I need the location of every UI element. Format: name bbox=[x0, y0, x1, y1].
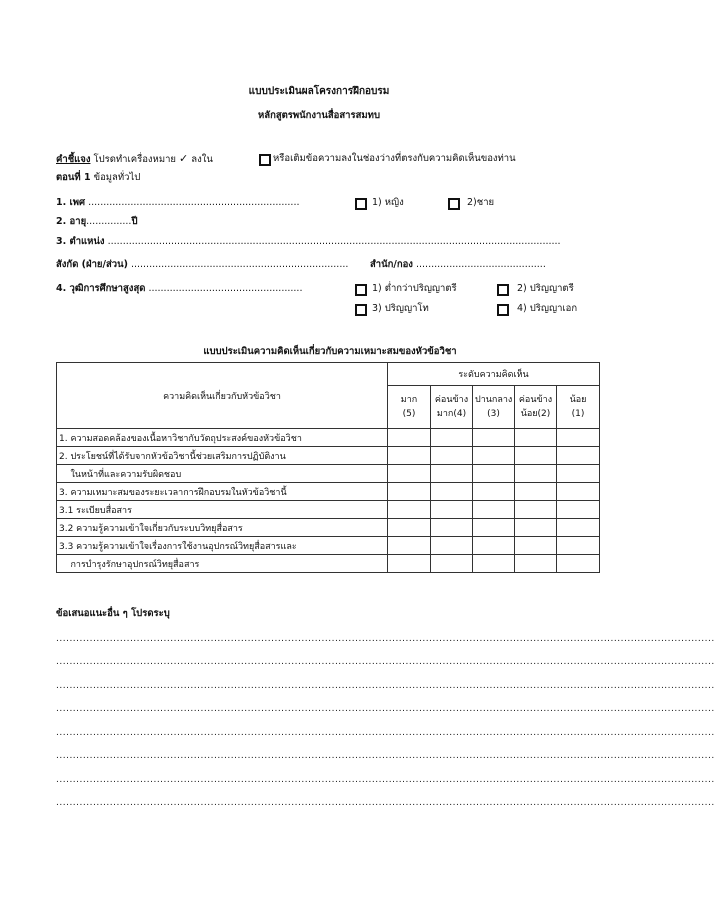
rating-cell[interactable] bbox=[431, 465, 473, 483]
table-level-header: ระดับความคิดเห็น bbox=[388, 363, 600, 386]
position-dots[interactable]: ...................................................................................................................................................... bbox=[107, 236, 561, 247]
rating-cell[interactable] bbox=[388, 429, 431, 447]
row-label: 3. ความเหมาะสมของระยะเวลาการฝึกอบรมในหัวข้อวิชานี้ bbox=[57, 483, 388, 501]
suggestion-line[interactable]: .................................................................................................................................................................................................... bbox=[56, 657, 715, 667]
rating-cell[interactable] bbox=[557, 465, 600, 483]
section1-text: ข้อมูลทั่วไป bbox=[93, 172, 141, 183]
suggestion-line[interactable]: .................................................................................................................................................................................................... bbox=[56, 681, 715, 691]
age-field bbox=[56, 216, 137, 228]
rating-cell[interactable] bbox=[557, 483, 600, 501]
page-subtitle: หลักสูตรพนักงานสื่อสารสมทบ bbox=[258, 110, 380, 121]
row-label: 1. ความสอดคล้องของเนื้อหาวิชากับวัตถุประสงค์ของหัวข้อวิชา bbox=[57, 429, 388, 447]
row-label: 2. ประโยชน์ที่ได้รับจากหัวข้อวิชานี้ช่วยเสริมการปฏิบัติงาน bbox=[57, 447, 388, 465]
instruction-text-middle: ลงใน bbox=[191, 154, 213, 165]
rating-cell[interactable] bbox=[473, 555, 515, 573]
edu-master-label: 3) ปริญญาโท bbox=[372, 303, 429, 314]
table-row bbox=[57, 447, 600, 465]
row-label: 3.3 ความรู้ความเข้าใจเรื่องการใช้งานอุปกรณ์วิทยุสื่อสารและ bbox=[57, 537, 388, 555]
level-1-top: น้อย bbox=[569, 395, 587, 405]
office-label: สำนัก/กอง bbox=[370, 259, 413, 270]
education-label: 4. วุฒิการศึกษาสูงสุด bbox=[56, 283, 146, 294]
row-label: 3.1 ระเบียบสื่อสาร bbox=[57, 501, 388, 519]
table-row bbox=[57, 429, 600, 447]
rating-table bbox=[56, 362, 600, 573]
rating-cell[interactable] bbox=[557, 537, 600, 555]
instruction-text-after: หรือเติมข้อความลงในช่องว่างที่ตรงกับความคิดเห็นของท่าน bbox=[273, 153, 516, 164]
instruction-label: คำชี้แจง bbox=[56, 154, 91, 165]
gender-dots[interactable]: ...................................................................... bbox=[88, 197, 300, 208]
level-5-top: มาก bbox=[400, 395, 418, 405]
row-label: ในหน้าที่และความรับผิดชอบ bbox=[57, 465, 388, 483]
edu-doctorate-checkbox[interactable] bbox=[497, 304, 509, 316]
rating-cell[interactable] bbox=[473, 447, 515, 465]
rating-cell[interactable] bbox=[557, 555, 600, 573]
rating-cell[interactable] bbox=[473, 483, 515, 501]
rating-cell[interactable] bbox=[431, 501, 473, 519]
rating-cell[interactable] bbox=[515, 501, 557, 519]
level-2-top: ค่อนข้าง bbox=[518, 395, 553, 405]
table-row bbox=[57, 555, 600, 573]
level-header-2 bbox=[515, 386, 557, 429]
gender-male-label: 2)ชาย bbox=[467, 197, 495, 208]
edu-master-checkbox[interactable] bbox=[355, 304, 367, 316]
gender-female-label: 1) หญิง bbox=[372, 197, 404, 208]
rating-cell[interactable] bbox=[515, 555, 557, 573]
level-1-bottom: (1) bbox=[571, 409, 585, 419]
level-3-top: ปานกลาง bbox=[475, 395, 513, 405]
rating-cell[interactable] bbox=[388, 537, 431, 555]
rating-cell[interactable] bbox=[557, 519, 600, 537]
table-title: แบบประเมินความคิดเห็นเกี่ยวกับความเหมาะสมของหัวข้อวิชา bbox=[203, 346, 457, 357]
row-label: 3.2 ความรู้ความเข้าใจเกี่ยวกับระบบวิทยุสื่อสาร bbox=[57, 519, 388, 537]
suggestion-line[interactable]: .................................................................................................................................................................................................... bbox=[56, 798, 715, 808]
edu-bachelor-label: 2) ปริญญาตรี bbox=[517, 283, 574, 294]
rating-cell[interactable] bbox=[388, 483, 431, 501]
rating-cell[interactable] bbox=[515, 537, 557, 555]
rating-cell[interactable] bbox=[388, 519, 431, 537]
gender-female-checkbox[interactable] bbox=[355, 198, 367, 210]
edu-below-bachelor-checkbox[interactable] bbox=[355, 284, 367, 296]
level-header-3 bbox=[473, 386, 515, 429]
age-unit: ปี bbox=[131, 216, 138, 227]
rating-cell[interactable] bbox=[388, 501, 431, 519]
level-header-5 bbox=[388, 386, 431, 429]
rating-cell[interactable] bbox=[557, 429, 600, 447]
suggestion-line[interactable]: .................................................................................................................................................................................................... bbox=[56, 751, 715, 761]
rating-cell[interactable] bbox=[473, 501, 515, 519]
rating-cell[interactable] bbox=[431, 555, 473, 573]
rating-cell[interactable] bbox=[557, 501, 600, 519]
office-dots[interactable]: ........................................... bbox=[415, 259, 546, 270]
age-label: 2. อายุ bbox=[56, 216, 87, 227]
rating-cell[interactable] bbox=[431, 537, 473, 555]
rating-cell[interactable] bbox=[473, 429, 515, 447]
age-dots[interactable]: ............... bbox=[86, 216, 132, 227]
table-row bbox=[57, 519, 600, 537]
level-header-4 bbox=[431, 386, 473, 429]
rating-cell[interactable] bbox=[515, 519, 557, 537]
suggestion-line[interactable]: .................................................................................................................................................................................................... bbox=[56, 775, 715, 785]
sample-checkbox-icon bbox=[259, 154, 271, 166]
rating-cell[interactable] bbox=[388, 447, 431, 465]
table-row bbox=[57, 483, 600, 501]
rating-cell[interactable] bbox=[515, 429, 557, 447]
instruction-text-before: โปรดทำเครื่องหมาย bbox=[93, 154, 176, 165]
position-label: 3. ตำแหน่ง bbox=[56, 236, 105, 247]
rating-cell[interactable] bbox=[473, 537, 515, 555]
page-title: แบบประเมินผลโครงการฝึกอบรม bbox=[248, 86, 390, 97]
rating-cell[interactable] bbox=[515, 447, 557, 465]
gender-label: 1. เพศ bbox=[56, 197, 86, 208]
table-row bbox=[57, 501, 600, 519]
rating-cell[interactable] bbox=[515, 465, 557, 483]
suggestion-line[interactable]: .................................................................................................................................................................................................... bbox=[56, 634, 715, 644]
suggestion-line[interactable]: .................................................................................................................................................................................................... bbox=[56, 704, 715, 714]
gender-male-checkbox[interactable] bbox=[448, 198, 460, 210]
edu-doctorate-label: 4) ปริญญาเอก bbox=[517, 303, 578, 314]
rating-cell[interactable] bbox=[388, 555, 431, 573]
edu-bachelor-checkbox[interactable] bbox=[497, 284, 509, 296]
education-field bbox=[56, 283, 318, 295]
rating-cell[interactable] bbox=[473, 465, 515, 483]
position-field bbox=[56, 236, 561, 248]
department-dots[interactable]: ........................................................................ bbox=[130, 259, 349, 270]
level-header-1 bbox=[557, 386, 600, 429]
rating-cell[interactable] bbox=[431, 519, 473, 537]
table-col-header: ความคิดเห็นเกี่ยวกับหัวข้อวิชา bbox=[57, 363, 388, 429]
rating-cell[interactable] bbox=[473, 519, 515, 537]
instruction-line bbox=[56, 153, 213, 166]
level-3-bottom: (3) bbox=[487, 409, 500, 419]
department-label: สังกัด (ฝ่าย/ส่วน) bbox=[56, 259, 128, 270]
level-4-top: ค่อนข้าง bbox=[434, 395, 469, 405]
section1-heading bbox=[56, 172, 140, 184]
table-row bbox=[57, 465, 600, 483]
suggestions-label: ข้อเสนอแนะอื่น ๆ โปรดระบุ bbox=[56, 608, 170, 619]
level-4-bottom: มาก(4) bbox=[436, 409, 467, 419]
check-mark-icon: ✓ bbox=[179, 152, 189, 165]
office-field bbox=[370, 259, 555, 271]
suggestion-line[interactable]: .................................................................................................................................................................................................... bbox=[56, 728, 715, 738]
rating-cell[interactable] bbox=[431, 483, 473, 501]
gender-field bbox=[56, 197, 300, 209]
rating-cell[interactable] bbox=[431, 447, 473, 465]
rating-cell[interactable] bbox=[515, 483, 557, 501]
rating-cell[interactable] bbox=[431, 429, 473, 447]
level-2-bottom: น้อย(2) bbox=[520, 409, 551, 419]
rating-cell[interactable] bbox=[557, 447, 600, 465]
education-dots: ................................................... bbox=[148, 283, 303, 294]
level-5-bottom: (5) bbox=[402, 409, 416, 419]
department-field bbox=[56, 259, 349, 271]
row-label: การบำรุงรักษาอุปกรณ์วิทยุสื่อสาร bbox=[57, 555, 388, 573]
section1-label: ตอนที่ 1 bbox=[56, 172, 91, 183]
table-row bbox=[57, 537, 600, 555]
edu-below-bachelor-label: 1) ต่ำกว่าปริญญาตรี bbox=[372, 283, 457, 294]
rating-cell[interactable] bbox=[388, 465, 431, 483]
